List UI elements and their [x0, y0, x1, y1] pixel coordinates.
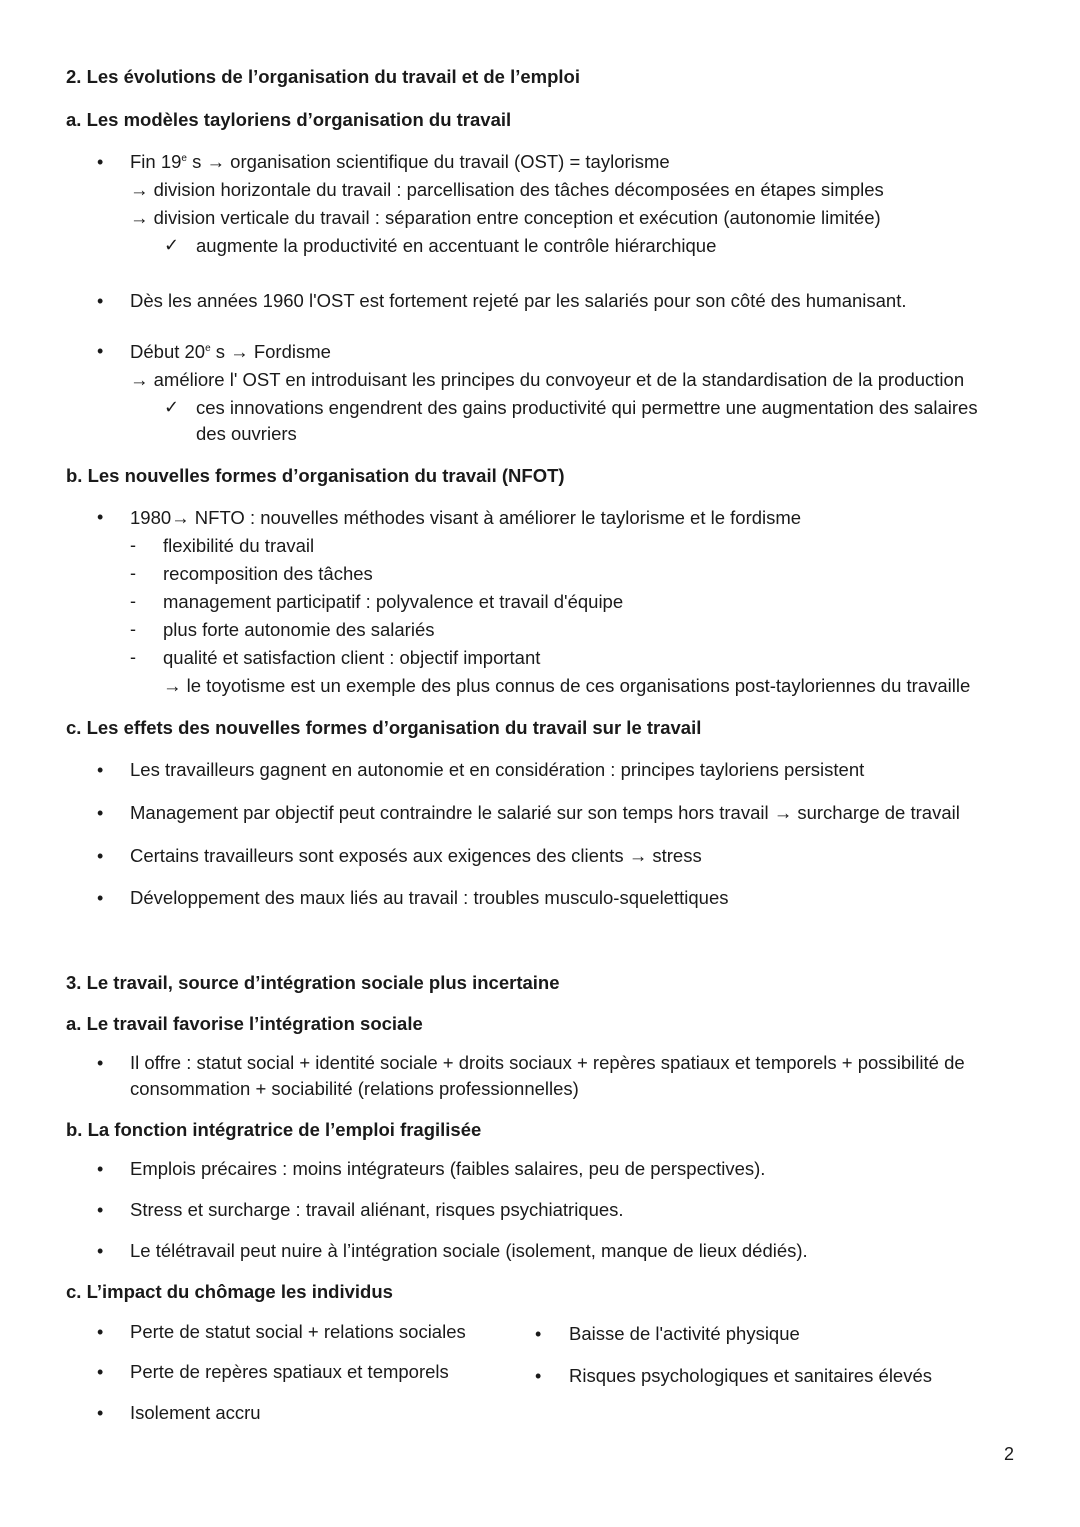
list-item: Stress et surcharge : travail aliénant, risques psychiatriques.	[130, 1199, 624, 1220]
list-item-continuation: → division verticale du travail : séparation entre conception et exécution (autonomie limitée)	[130, 207, 881, 228]
list-item-left: Perte de repères spatiaux et temporels	[130, 1361, 449, 1382]
list-item: Certains travailleurs sont exposés aux exigences des clients → stress	[130, 845, 702, 866]
sub-list-note: → le toyotisme est un exemple des plus connus de ces organisations post-tayloriennes du travaille	[163, 675, 971, 696]
list-item: Les travailleurs gagnent en autonomie et en considération : principes tayloriens persistent	[130, 759, 865, 780]
list-item-continuation: consommation + sociabilité (relations professionnelles)	[130, 1078, 579, 1099]
list-item: 1980→ NFTO : nouvelles méthodes visant à améliorer le taylorisme et le fordisme	[130, 507, 802, 528]
list-item: Développement des maux liés au travail : troubles musculo-squelettiques	[130, 887, 729, 908]
bullet-icon	[97, 152, 103, 173]
bullet-icon	[97, 1241, 103, 1262]
section-2b-heading: b. Les nouvelles formes d’organisation du travail (NFOT)	[66, 465, 565, 486]
bullet-icon	[535, 1324, 541, 1345]
dash-icon: -	[130, 535, 136, 555]
bullet-icon	[97, 1053, 103, 1074]
list-item-continuation: → division horizontale du travail : parcellisation des tâches décomposées en étapes simples	[130, 179, 884, 200]
bullet-icon	[97, 760, 103, 781]
sub-list-item: recomposition des tâches	[163, 563, 373, 584]
list-item: Dès les années 1960 l'OST est fortement rejeté par les salariés pour son côté des humanisant.	[130, 290, 907, 311]
bullet-icon	[97, 1200, 103, 1221]
bullet-icon	[97, 846, 103, 867]
list-item-right: Risques psychologiques et sanitaires élevés	[569, 1365, 933, 1386]
list-item: Fin 19e s → organisation scientifique du travail (OST) = taylorisme	[130, 151, 670, 172]
list-item: Management par objectif peut contraindre le salarié sur son temps hors travail → surcharge de travail	[130, 802, 960, 823]
bullet-icon	[97, 341, 103, 362]
section-3b-heading: b. La fonction intégratrice de l’emploi fragilisée	[66, 1119, 482, 1140]
dash-icon: -	[130, 563, 136, 583]
section-2a-heading: a. Les modèles tayloriens d’organisation du travail	[66, 109, 512, 130]
list-item-continuation: → améliore l' OST en introduisant les principes du convoyeur et de la standardisation de la production	[130, 369, 965, 390]
checkmark-icon: ✓	[164, 235, 180, 255]
checked-item: ces innovations engendrent des gains productivité qui permettre une augmentation des salaires	[196, 397, 978, 418]
section-3a-heading: a. Le travail favorise l’intégration sociale	[66, 1013, 423, 1034]
dash-icon: -	[130, 619, 136, 639]
section-3c-heading: c. L’impact du chômage les individus	[66, 1281, 393, 1302]
list-item: Le télétravail peut nuire à l’intégration sociale (isolement, manque de lieux dédiés).	[130, 1240, 808, 1261]
section-2-heading: 2. Les évolutions de l’organisation du travail et de l’emploi	[66, 66, 580, 87]
section-3-heading: 3. Le travail, source d’intégration sociale plus incertaine	[66, 972, 560, 993]
bullet-icon	[97, 1322, 103, 1343]
sub-list-item: qualité et satisfaction client : objectif important	[163, 647, 541, 668]
checked-item-continuation: des ouvriers	[196, 423, 297, 444]
bullet-icon	[535, 1366, 541, 1387]
bullet-icon	[97, 1362, 103, 1383]
list-item-left: Isolement accru	[130, 1402, 261, 1423]
list-item-right: Baisse de l'activité physique	[569, 1323, 800, 1344]
bullet-icon	[97, 888, 103, 909]
bullet-icon	[97, 1403, 103, 1424]
bullet-icon	[97, 291, 103, 312]
list-item: Il offre : statut social + identité sociale + droits sociaux + repères spatiaux et temporels + possibilité de	[130, 1052, 965, 1073]
sub-list-item: management participatif : polyvalence et travail d'équipe	[163, 591, 624, 612]
sub-list-item: flexibilité du travail	[163, 535, 315, 556]
list-item: Début 20e s → Fordisme	[130, 341, 331, 362]
sub-list-item: plus forte autonomie des salariés	[163, 619, 435, 640]
checked-item: augmente la productivité en accentuant le contrôle hiérarchique	[196, 235, 717, 256]
bullet-icon	[97, 507, 103, 528]
dash-icon: -	[130, 647, 136, 667]
dash-icon: -	[130, 591, 136, 611]
page-number: 2	[1003, 1444, 1014, 1464]
checkmark-icon: ✓	[164, 397, 180, 417]
section-2c-heading: c. Les effets des nouvelles formes d’organisation du travail sur le travail	[66, 717, 702, 738]
list-item-left: Perte de statut social + relations sociales	[130, 1321, 466, 1342]
list-item: Emplois précaires : moins intégrateurs (faibles salaires, peu de perspectives).	[130, 1158, 766, 1179]
bullet-icon	[97, 803, 103, 824]
bullet-icon	[97, 1159, 103, 1180]
